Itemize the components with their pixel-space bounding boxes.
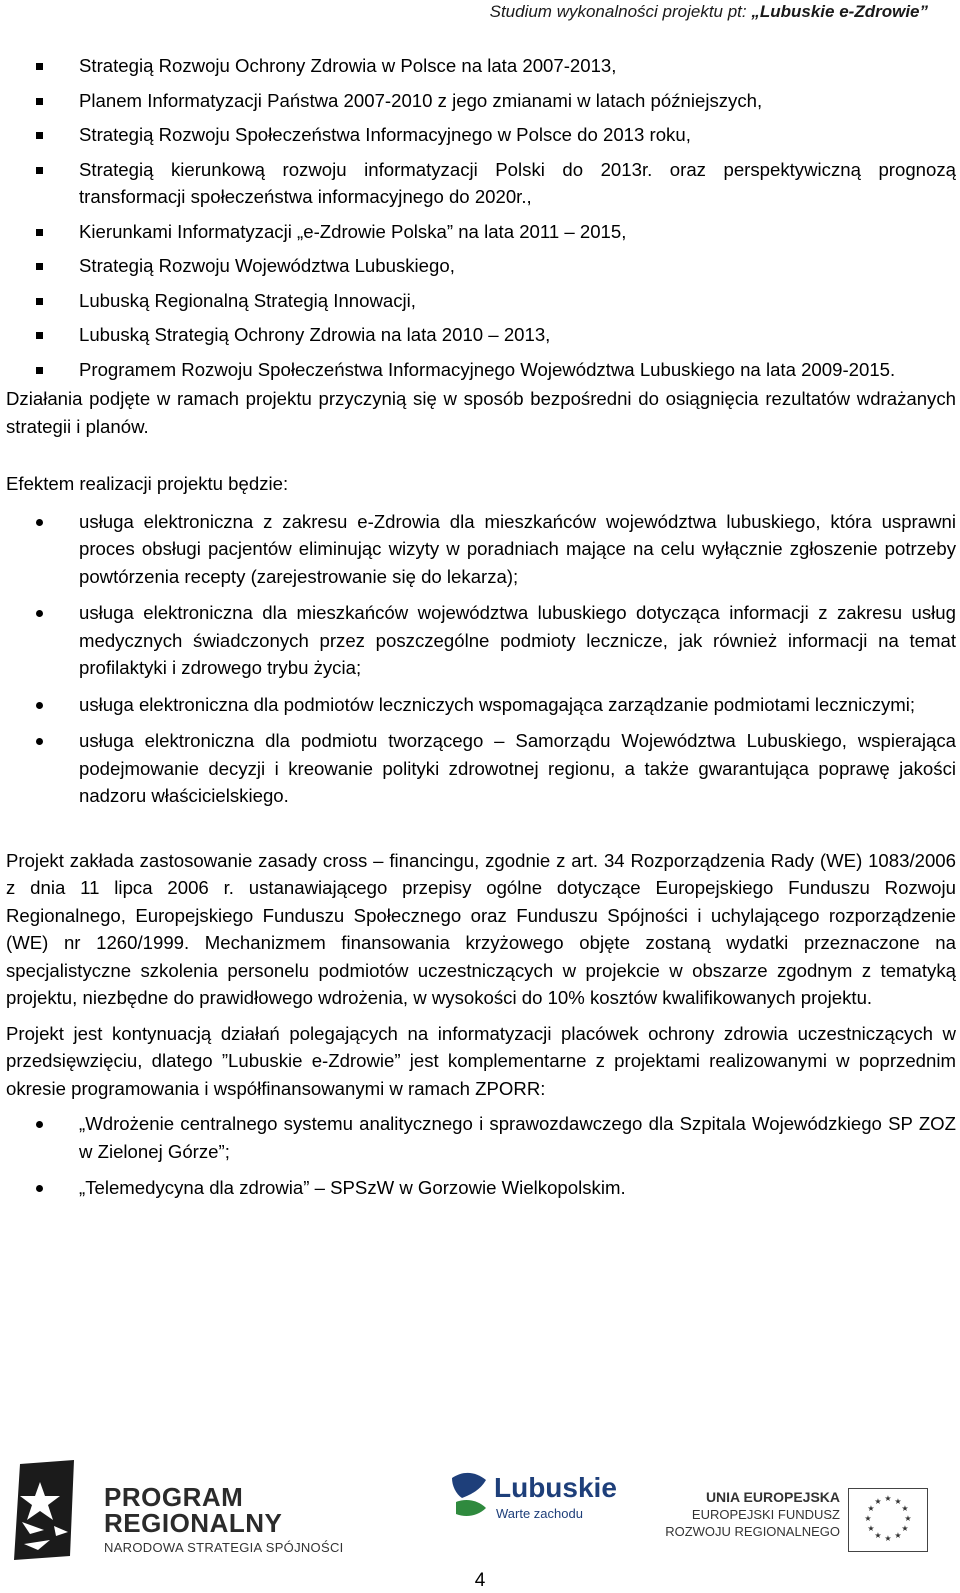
paragraph-continuation: Projekt jest kontynuacją działań polegających na informatyzacji placówek ochrony zdrowia uczestniczących w przedsięwzięciu, dlatego ”Lubuskie e-Zdrowie” jest komplementarne z projektami realizowanymi w poprzednim okresie programowania i współfinansowanymi w ramach ZPORR:	[6, 1022, 956, 1099]
list-item: usługa elektroniczna dla mieszkańców województwa lubuskiego dotycząca informacji z zakresu usług medycznych świadczonych przez poszczególne podmioty lecznicze, jak również informacji na temat profilaktyki i zdrowego trybu życia;	[6, 599, 956, 682]
svg-text:★: ★	[867, 1504, 875, 1513]
eu-flag-icon	[848, 1488, 928, 1552]
program-regionalny-emblem-icon	[10, 1460, 88, 1560]
program-regionalny-logo	[10, 1460, 344, 1565]
svg-text:★: ★	[874, 1497, 882, 1506]
svg-text:★: ★	[874, 1531, 882, 1540]
ue-line-3: ROZWOJU REGIONALNEGO	[665, 1524, 840, 1539]
projects-list	[6, 1110, 956, 1202]
paragraph-actions: Działania podjęte w ramach projektu przyczynią się w sposób bezpośredni do osiągnięcia rezultatów wdrażanych strategii i planów.	[6, 388, 956, 437]
page-content	[6, 52, 956, 1211]
svg-text:★: ★	[904, 1514, 912, 1523]
ue-line-2: EUROPEJSKI FUNDUSZ	[691, 1507, 840, 1522]
svg-text:★: ★	[894, 1497, 902, 1506]
program-line-3: NARODOWA STRATEGIA SPÓJNOŚCI	[104, 1540, 344, 1555]
svg-text:★: ★	[894, 1531, 902, 1540]
program-line-2: REGIONALNY	[104, 1508, 283, 1538]
svg-text:★: ★	[867, 1524, 875, 1533]
list-item: Strategią Rozwoju Województwa Lubuskiego,	[6, 252, 956, 280]
effects-list	[6, 508, 956, 810]
footer-logos	[0, 1460, 960, 1560]
svg-text:★: ★	[901, 1524, 909, 1533]
program-line-1: PROGRAM	[104, 1482, 244, 1512]
list-item: usługa elektroniczna dla podmiotu tworzącego – Samorządu Województwa Lubuskiego, wspierająca podejmowanie decyzji i kreowanie polityki zdrowotnej regionu, a także gwarantująca poprawę jakości nadzoru właścicielskiego.	[6, 727, 956, 810]
page-number: 4	[474, 1570, 486, 1591]
list-item: Lubuską Regionalną Strategią Innowacji,	[6, 287, 956, 315]
svg-text:★: ★	[864, 1514, 872, 1523]
lubuskie-emblem-icon	[446, 1468, 492, 1524]
list-item: „Wdrożenie centralnego systemu analitycznego i sprawozdawczego dla Szpitala Wojewódzkiego SP ZOZ w Zielonej Górze”;	[6, 1110, 956, 1165]
list-item: Planem Informatyzacji Państwa 2007-2010 z jego zmianami w latach późniejszych,	[6, 87, 956, 115]
list-item: Kierunkami Informatyzacji „e-Zdrowie Polska” na lata 2011 – 2015,	[6, 218, 956, 246]
effects-intro: Efektem realizacji projektu będzie:	[6, 473, 289, 494]
list-item: usługa elektroniczna dla podmiotów leczniczych wspomagająca zarządzanie podmiotami leczniczymi;	[6, 691, 956, 719]
header-prefix: Studium wykonalności projektu pt:	[489, 2, 752, 21]
svg-text:★: ★	[884, 1534, 892, 1543]
eu-fund-text	[640, 1488, 840, 1540]
lubuskie-name: Lubuskie	[494, 1472, 617, 1503]
ue-line-1: UNIA EUROPEJSKA	[705, 1489, 840, 1505]
lubuskie-logo	[446, 1468, 621, 1528]
strategy-list	[6, 52, 956, 383]
list-item: „Telemedycyna dla zdrowia” – SPSzW w Gorzowie Wielkopolskim.	[6, 1174, 956, 1202]
list-item: Strategią Rozwoju Społeczeństwa Informacyjnego w Polsce do 2013 roku,	[6, 121, 956, 149]
page-header	[228, 2, 928, 22]
program-regionalny-text	[104, 1484, 344, 1555]
svg-text:★: ★	[901, 1504, 909, 1513]
svg-text:★: ★	[884, 1494, 892, 1503]
paragraph-financing: Projekt zakłada zastosowanie zasady cross – financingu, zgodnie z art. 34 Rozporządzenia Rady (WE) 1083/2006 z dnia 11 lipca 2006 r. ustanawiającego przepisy ogólne dotyczące Europejskiego Funduszu Rozwoju Regionalnego, Europejskiego Funduszu Społecznego oraz Funduszu Spójności i uchylającego rozporządzenie (WE) nr 1260/1999. Mechanizmem finansowania krzyżowego objęte zostaną wydatki przeznaczone na specjalistyczne szkolenia personelu podmiotów uczestniczących w projekcie w obszarze zgodnym z tematyką projektu, niezbędne do prawidłowego wdrożenia, w wysokości do 10% kosztów kwalifikowanych projektu.	[6, 849, 956, 1008]
header-title: „Lubuskie e-Zdrowie”	[751, 2, 928, 21]
list-item: Strategią kierunkową rozwoju informatyzacji Polski do 2013r. oraz perspektywiczną prognozą transformacji społeczeństwa informacyjnego do 2020r.,	[6, 156, 956, 211]
list-item: Programem Rozwoju Społeczeństwa Informacyjnego Województwa Lubuskiego na lata 2009-2015.	[6, 356, 956, 384]
lubuskie-slogan: Warte zachodu	[496, 1506, 583, 1521]
list-item: Lubuską Strategią Ochrony Zdrowia na lata 2010 – 2013,	[6, 321, 956, 349]
list-item: Strategią Rozwoju Ochrony Zdrowia w Polsce na lata 2007-2013,	[6, 52, 956, 80]
list-item: usługa elektroniczna z zakresu e-Zdrowia dla mieszkańców województwa lubuskiego, która usprawni proces obsługi pacjentów eliminując wizyty w poradniach mające na celu wyłącznie zgłoszenie potrzeby powtórzenia recepty (zarejestrowanie się do lekarza);	[6, 508, 956, 591]
